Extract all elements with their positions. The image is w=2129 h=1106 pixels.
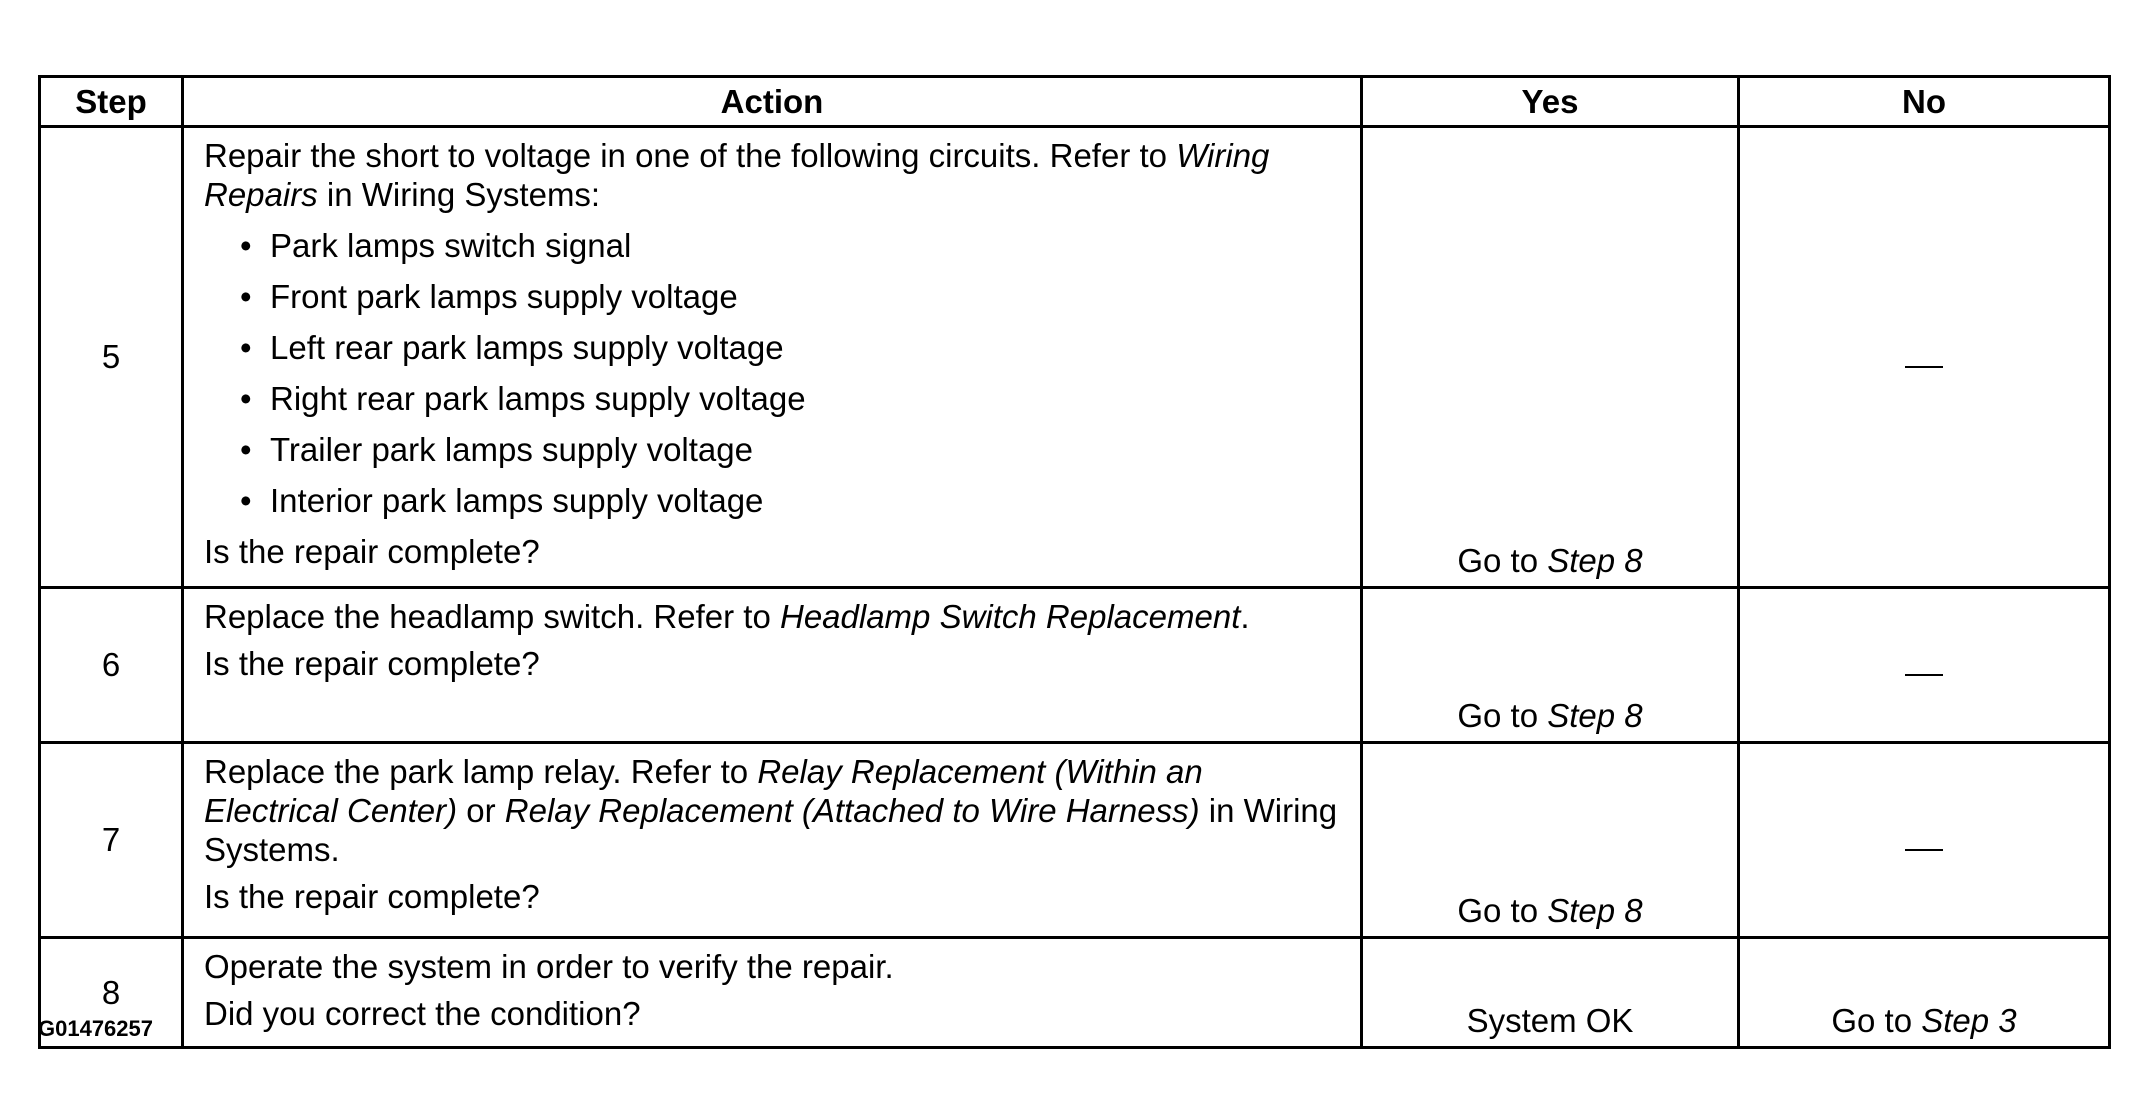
step-reference: Step 8 bbox=[1547, 542, 1643, 579]
yes-answer bbox=[1363, 891, 1737, 930]
action-text bbox=[204, 136, 1342, 214]
step-number: 8 bbox=[40, 938, 183, 1048]
header-yes: Yes bbox=[1362, 77, 1739, 127]
header-no: No bbox=[1739, 77, 2110, 127]
table-row bbox=[40, 743, 2110, 938]
step-number: 5 bbox=[40, 127, 183, 588]
answer-prefix: Go to bbox=[1831, 1002, 1922, 1039]
reference-link-text: Headlamp Switch Replacement bbox=[779, 598, 1241, 635]
bullet-icon: • bbox=[240, 431, 252, 468]
answer-prefix: Go to bbox=[1457, 892, 1548, 929]
step-number: 7 bbox=[40, 743, 183, 938]
question-text: Is the repair complete? bbox=[204, 878, 540, 915]
list-item bbox=[204, 322, 1342, 373]
header-step: Step bbox=[40, 77, 183, 127]
no-answer bbox=[1740, 646, 2108, 684]
action-cell bbox=[183, 743, 1362, 938]
step-reference: Step 8 bbox=[1547, 892, 1643, 929]
answer-prefix: Go to bbox=[1457, 542, 1548, 579]
action-text-part: . bbox=[1240, 598, 1250, 635]
action-text-part: Replace the headlamp switch. Refer to bbox=[204, 598, 780, 635]
list-item bbox=[204, 373, 1342, 424]
bullet-icon: • bbox=[240, 380, 252, 417]
list-item-text: Right rear park lamps supply voltage bbox=[270, 380, 806, 417]
no-cell bbox=[1739, 743, 2110, 938]
action-text: Operate the system in order to verify the repair. bbox=[204, 948, 894, 985]
diagnostic-table bbox=[38, 75, 2111, 1049]
list-item bbox=[204, 220, 1342, 271]
yes-cell bbox=[1362, 743, 1739, 938]
table-row bbox=[40, 938, 2110, 1048]
step-number: 6 bbox=[40, 588, 183, 743]
reference-link-text: Wiring Repairs bbox=[204, 137, 1270, 213]
step-reference: Step 8 bbox=[1547, 697, 1643, 734]
list-item-text: Left rear park lamps supply voltage bbox=[270, 329, 784, 366]
dash-icon bbox=[1905, 366, 1943, 368]
table-row bbox=[40, 588, 2110, 743]
list-item-text: Trailer park lamps supply voltage bbox=[270, 431, 753, 468]
yes-cell bbox=[1362, 938, 1739, 1048]
dash-icon bbox=[1905, 674, 1943, 676]
no-cell bbox=[1739, 127, 2110, 588]
action-cell bbox=[183, 938, 1362, 1048]
yes-cell bbox=[1362, 127, 1739, 588]
yes-cell bbox=[1362, 588, 1739, 743]
no-answer bbox=[1740, 338, 2108, 376]
bullet-icon: • bbox=[240, 278, 252, 315]
action-cell bbox=[183, 588, 1362, 743]
step-reference: Step 3 bbox=[1921, 1002, 2017, 1039]
list-item bbox=[204, 475, 1342, 526]
action-text-part: Repair the short to voltage in one of the following circuits. Refer to bbox=[204, 137, 1177, 174]
no-answer bbox=[1740, 1001, 2108, 1040]
question-text: Is the repair complete? bbox=[204, 533, 540, 570]
no-cell bbox=[1739, 588, 2110, 743]
action-text-part: or bbox=[457, 792, 505, 829]
action-cell bbox=[183, 127, 1362, 588]
header-action: Action bbox=[183, 77, 1362, 127]
list-item bbox=[204, 271, 1342, 322]
answer-prefix: Go to bbox=[1457, 697, 1548, 734]
bullet-icon: • bbox=[240, 329, 252, 366]
list-item-text: Interior park lamps supply voltage bbox=[270, 482, 764, 519]
table-header-row bbox=[40, 77, 2110, 127]
yes-answer: System OK bbox=[1466, 1002, 1634, 1039]
no-answer bbox=[1740, 821, 2108, 859]
action-text bbox=[204, 752, 1342, 869]
bullet-icon: • bbox=[240, 482, 252, 519]
action-text-part: in Wiring Systems: bbox=[317, 176, 601, 213]
figure-id: G01476257 bbox=[38, 1016, 153, 1041]
reference-link-text: Relay Replacement (Within an Electrical Center) bbox=[204, 753, 1203, 829]
list-item bbox=[204, 424, 1342, 475]
yes-answer bbox=[1363, 696, 1737, 735]
question-text: Is the repair complete? bbox=[204, 645, 540, 682]
action-text-part: in Wiring Systems. bbox=[204, 792, 1338, 868]
yes-answer bbox=[1363, 541, 1737, 580]
table-row bbox=[40, 127, 2110, 588]
circuit-list bbox=[204, 220, 1342, 526]
list-item-text: Park lamps switch signal bbox=[270, 227, 632, 264]
action-text bbox=[204, 597, 1342, 636]
action-text-part: Replace the park lamp relay. Refer to bbox=[204, 753, 758, 790]
no-cell bbox=[1739, 938, 2110, 1048]
reference-link-text: Relay Replacement (Attached to Wire Harness) bbox=[504, 792, 1200, 829]
list-item-text: Front park lamps supply voltage bbox=[270, 278, 738, 315]
bullet-icon: • bbox=[240, 227, 252, 264]
dash-icon bbox=[1905, 849, 1943, 851]
question-text: Did you correct the condition? bbox=[204, 995, 641, 1032]
